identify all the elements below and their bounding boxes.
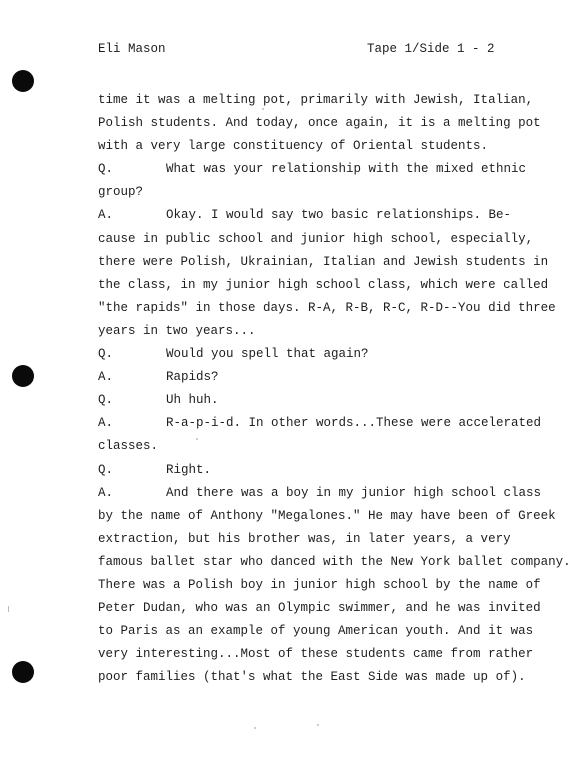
transcript-line — [98, 620, 578, 643]
punch-hole — [12, 70, 34, 92]
line-text: Polish students. And today, once again, it is a melting pot — [98, 116, 541, 131]
line-text: Would you spell that again? — [166, 347, 369, 362]
line-text: years in two years... — [98, 323, 256, 338]
line-text: there were Polish, Ukrainian, Italian and Jewish students in — [98, 254, 549, 269]
line-text: with a very large constituency of Oriental students. — [98, 139, 489, 154]
line-text: extraction, but his brother was, in later years, a very — [98, 531, 511, 546]
speaker-label: Q. — [98, 347, 114, 362]
transcript-line — [98, 459, 578, 482]
transcript-line — [98, 643, 578, 666]
transcript-line — [98, 435, 578, 458]
line-text: Okay. I would say two basic relationships. Be- — [166, 208, 512, 223]
transcript-line — [98, 274, 578, 297]
paper-speck — [254, 727, 256, 729]
speaker-label: A. — [98, 416, 114, 431]
paper-speck — [317, 724, 319, 726]
line-text: cause in public school and junior high school, especially, — [98, 231, 534, 246]
speaker-label: A. — [98, 208, 114, 223]
line-text: "the rapids" in those days. R-A, R-B, R-C, R-D--You did three — [98, 300, 556, 315]
transcript-line — [98, 528, 578, 551]
transcript-line — [98, 251, 578, 274]
line-text: the class, in my junior high school class, which were called — [98, 277, 549, 292]
transcript-line — [98, 597, 578, 620]
paper-speck — [8, 606, 9, 612]
transcript-line — [98, 505, 578, 528]
transcript-line — [98, 666, 578, 689]
line-text: to Paris as an example of young American youth. And it was — [98, 624, 534, 639]
transcript-line — [98, 135, 578, 158]
punch-hole — [12, 661, 34, 683]
transcript-line — [98, 389, 578, 412]
line-text: time it was a melting pot, primarily with Jewish, Italian, — [98, 93, 534, 107]
line-text: group? — [98, 185, 144, 200]
line-text: R-a-p-i-d. In other words...These were accelerated — [166, 416, 542, 431]
transcript-line — [98, 366, 578, 389]
speaker-label: A. — [98, 370, 114, 385]
line-text: very interesting...Most of these students came from rather — [98, 647, 534, 662]
transcript-line — [98, 228, 578, 251]
transcript-line — [98, 574, 578, 597]
header-tape-side: Tape 1/Side 1 - 2 — [367, 42, 495, 56]
transcript-line — [98, 320, 578, 343]
transcript-line — [98, 551, 578, 574]
line-text: Rapids? — [166, 370, 219, 385]
line-text: What was your relationship with the mixed ethnic — [166, 162, 527, 177]
line-text: classes. — [98, 439, 159, 454]
transcript-line — [98, 112, 578, 135]
transcript-line — [98, 343, 578, 366]
punch-hole — [12, 365, 34, 387]
line-text: There was a Polish boy in junior high school by the name of — [98, 577, 541, 592]
transcript-line — [98, 158, 578, 181]
speaker-label: Q. — [98, 162, 114, 177]
line-text: by the name of Anthony "Megalones." He may have been of Greek — [98, 508, 556, 523]
transcript-line — [98, 181, 578, 204]
speaker-label: Q. — [98, 393, 114, 408]
transcript-line — [98, 89, 578, 112]
transcript-line — [98, 412, 578, 435]
line-text: And there was a boy in my junior high school class — [166, 485, 542, 500]
header-speaker-name: Eli Mason — [98, 42, 166, 56]
line-text: Right. — [166, 462, 212, 477]
line-text: poor families (that's what the East Side was made up of). — [98, 670, 526, 685]
line-text: Peter Dudan, who was an Olympic swimmer, and he was invited — [98, 601, 541, 616]
speaker-label: A. — [98, 485, 114, 500]
transcript-line — [98, 297, 578, 320]
speaker-label: Q. — [98, 462, 114, 477]
line-text: famous ballet star who danced with the New York ballet company. — [98, 554, 571, 569]
line-text: Uh huh. — [166, 393, 219, 408]
transcript-body — [98, 89, 578, 689]
transcript-line — [98, 482, 578, 505]
transcript-line — [98, 204, 578, 227]
